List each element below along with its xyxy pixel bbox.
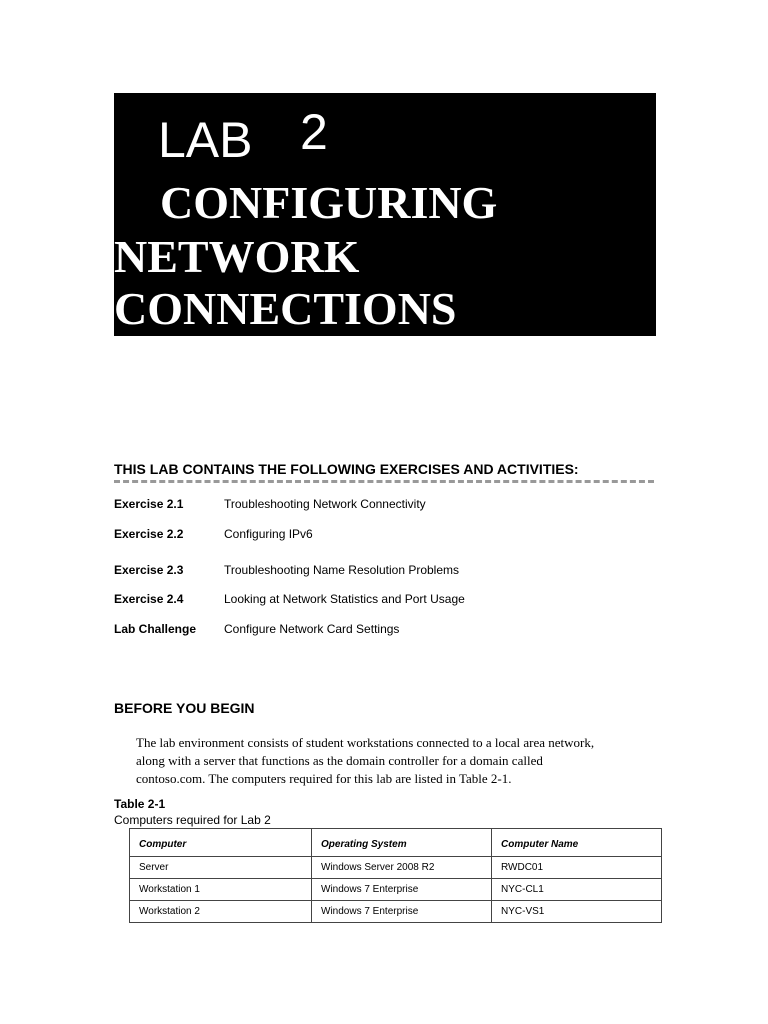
table-row [130, 857, 662, 879]
table-number: Table 2-1 [114, 797, 166, 811]
chapter-title-line-1: CONFIGURING [160, 177, 498, 228]
table-cell: NYC-VS1 [492, 901, 662, 923]
table-cell: NYC-CL1 [492, 879, 662, 901]
table-header-cell: Computer [130, 829, 312, 857]
table-cell: Workstation 2 [130, 901, 312, 923]
exercise-label: Exercise 2.4 [114, 592, 184, 606]
exercise-title: Troubleshooting Name Resolution Problems [224, 563, 460, 577]
exercise-label: Exercise 2.2 [114, 527, 184, 541]
chapter-title-line-2: NETWORK [114, 231, 360, 282]
exercise-label: Exercise 2.3 [114, 563, 184, 577]
computers-table [129, 828, 662, 923]
exercise-title: Configure Network Card Settings [224, 622, 400, 636]
table-row [130, 901, 662, 923]
chapter-title-line-3: CONNECTIONS [114, 283, 457, 334]
lab-label: LAB [158, 112, 253, 168]
exercise-title: Looking at Network Statistics and Port Usage [224, 592, 465, 606]
exercise-label: Exercise 2.1 [114, 497, 184, 511]
table-header-cell: Computer Name [492, 829, 662, 857]
table-cell: Workstation 1 [130, 879, 312, 901]
lab-number: 2 [300, 104, 328, 160]
exercise-label: Lab Challenge [114, 622, 197, 636]
before-you-begin-heading: BEFORE YOU BEGIN [114, 700, 255, 716]
table-cell: Server [130, 857, 312, 879]
intro-paragraph: The lab environment consists of student workstations connected to a local area network, along with a server that functions as the domain controller for a domain called contoso.com. The computers required for this lab are listed in Table 2-1. [136, 735, 595, 786]
table-header-row [130, 829, 662, 857]
table-caption: Computers required for Lab 2 [114, 813, 271, 827]
table-row [130, 879, 662, 901]
exercises-heading: THIS LAB CONTAINS THE FOLLOWING EXERCISES AND ACTIVITIES: [114, 461, 579, 477]
table-cell: Windows 7 Enterprise [312, 901, 492, 923]
exercise-title: Configuring IPv6 [224, 527, 313, 541]
table-cell: Windows 7 Enterprise [312, 879, 492, 901]
exercise-title: Troubleshooting Network Connectivity [224, 497, 426, 511]
table-cell: RWDC01 [492, 857, 662, 879]
table-header-cell: Operating System [312, 829, 492, 857]
dashed-divider [114, 480, 654, 483]
table-cell: Windows Server 2008 R2 [312, 857, 492, 879]
chapter-banner [114, 93, 656, 336]
